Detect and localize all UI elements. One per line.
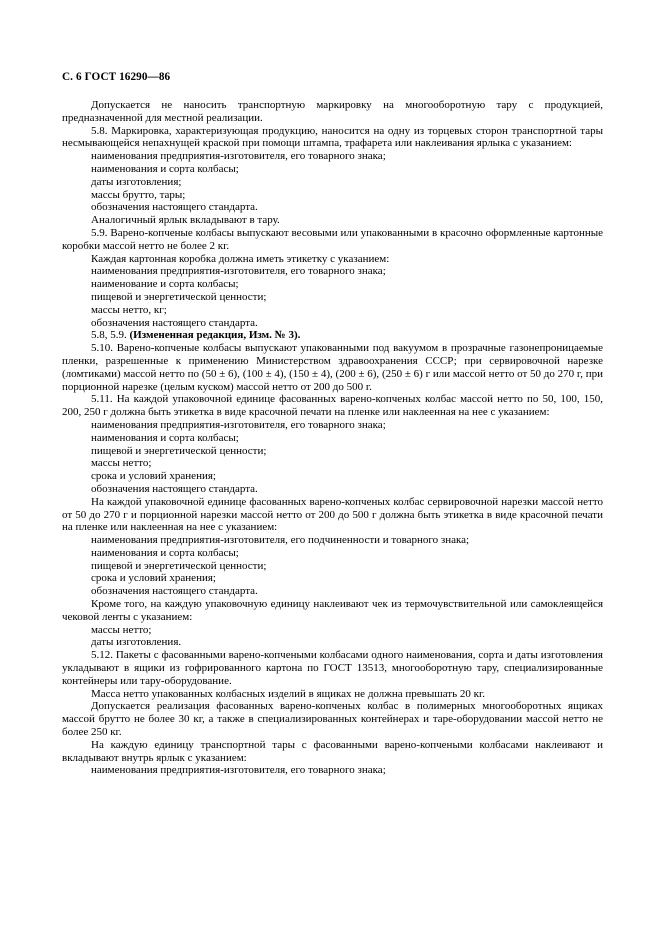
list-item: наименование и сорта колбасы; [91,278,239,291]
section-5-10: 5.10. Варено-копченые колбасы выпускают упакованными под вакуумом в прозрачные газонепроницаемые пленки, разрешенные к применению Министерством здравоохранения СССР; при сервировочной нарезке (ломтиками) массой нетто по (50 ± 6), (100 ± 4), (150 ± 4), (200 ± 6), (250 ± 6) г или массой нетто от 50 до 270 г, при порционной нарезке (целым куском) массой нетто от 200 до 500 г. [62,342,603,393]
section-5-12: 5.12. Пакеты с фасованными варено-копчеными колбасами одного наименования, сорта и даты изготовления укладывают в ящики из гофрированного картона по ГОСТ 13513, многооборотную тару, специализированные контейнеры или тару-оборудование. [62,649,603,687]
list-item: наименования и сорта колбасы; [91,431,239,444]
list-item: срока и условий хранения; [91,470,216,483]
section-5-9: 5.9. Варено-копченые колбасы выпускают весовыми или упакованными в красочно оформленные картонные коробки массой нетто не более 2 кг. [62,226,603,252]
paragraph: На каждую единицу транспортной тары с фасованными варено-копчеными колбасами наклеивают и вкладывают внутрь ярлык с указанием: [62,738,603,764]
list-item: обозначения настоящего стандарта. [91,316,258,329]
list-item: пищевой и энергетической ценности; [91,290,267,303]
list-item: наименования предприятия-изготовителя, его товарного знака; [91,150,386,163]
paragraph: Допускается не наносить транспортную маркировку на многооборотную тару с продукцией, предназначенной для местной реализации. [62,99,603,124]
list-item: массы брутто, тары; [91,188,186,201]
list-item: обозначения настоящего стандарта. [91,482,258,495]
list-item: массы нетто; [91,457,152,470]
list-item: массы нетто, кг; [91,303,167,316]
list-item: наименования предприятия-изготовителя, его товарного знака; [91,764,386,777]
section-5-11: 5.11. На каждой упаковочной единице фасованных варено-копченых колбас массой нетто по 50, 100, 150, 200, 250 г должна быть этикетка в виде красочной печати на пленке или наклеенная на нее с указанием: [62,393,603,419]
list-item: срока и условий хранения; [91,572,216,585]
list-item: наименования предприятия-изготовителя, его товарного знака; [91,418,386,431]
list-item: пищевой и энергетической ценности; [91,444,267,457]
list-item: обозначения настоящего стандарта. [91,201,258,214]
list-item: наименования предприятия-изготовителя, его подчиненности и товарного знака; [91,534,470,547]
paragraph: Допускается реализация фасованных варено-копченых колбас в полимерных многооборотных ящиках массой брутто не более 30 кг, а также в специализированных контейнерах и таре-оборудовании массой нетто не более 250 кг. [62,700,603,739]
amendment-note [62,329,603,342]
list-item: даты изготовления; [91,175,182,188]
page-header: С. 6 ГОСТ 16290—86 [62,71,171,83]
list-item: наименования и сорта колбасы; [91,162,239,175]
paragraph: Масса нетто упакованных колбасных изделий в ящиках не должна превышать 20 кг. [91,687,485,700]
amendment-sections: 5.8, 5.9. [91,329,127,342]
document-body [62,99,603,777]
list-item: наименования предприятия-изготовителя, его товарного знака; [91,265,386,278]
list-item: наименования и сорта колбасы; [91,546,239,559]
paragraph: Каждая картонная коробка должна иметь этикетку с указанием: [91,252,390,265]
section-5-8: 5.8. Маркировка, характеризующая продукцию, наносится на одну из торцевых сторон транспортной тары несмывающейся непахнущей краской при помощи штампа, трафарета или наклеивания ярлыка с указанием: [62,124,603,150]
list-item: массы нетто; [91,623,152,636]
list-item: даты изготовления. [91,636,182,649]
paragraph: На каждой упаковочной единице фасованных варено-копченых колбас сервировочной нарезки массой нетто от 50 до 270 г и порционной нарезки массой нетто от 200 до 500 г должна быть этикетка в виде красочной печати на пленке или наклеенная на нее с указанием: [62,495,603,534]
list-item: пищевой и энергетической ценности; [91,559,267,572]
paragraph: Кроме того, на каждую упаковочную единицу наклеивают чек из термочувствительной или самоклеящейся чековой ленты с указанием: [62,598,603,623]
paragraph: Аналогичный ярлык вкладывают в тару. [91,214,280,227]
amendment-label: (Измененная редакция, Изм. № 3). [129,329,301,342]
list-item: обозначения настоящего стандарта. [91,585,258,598]
